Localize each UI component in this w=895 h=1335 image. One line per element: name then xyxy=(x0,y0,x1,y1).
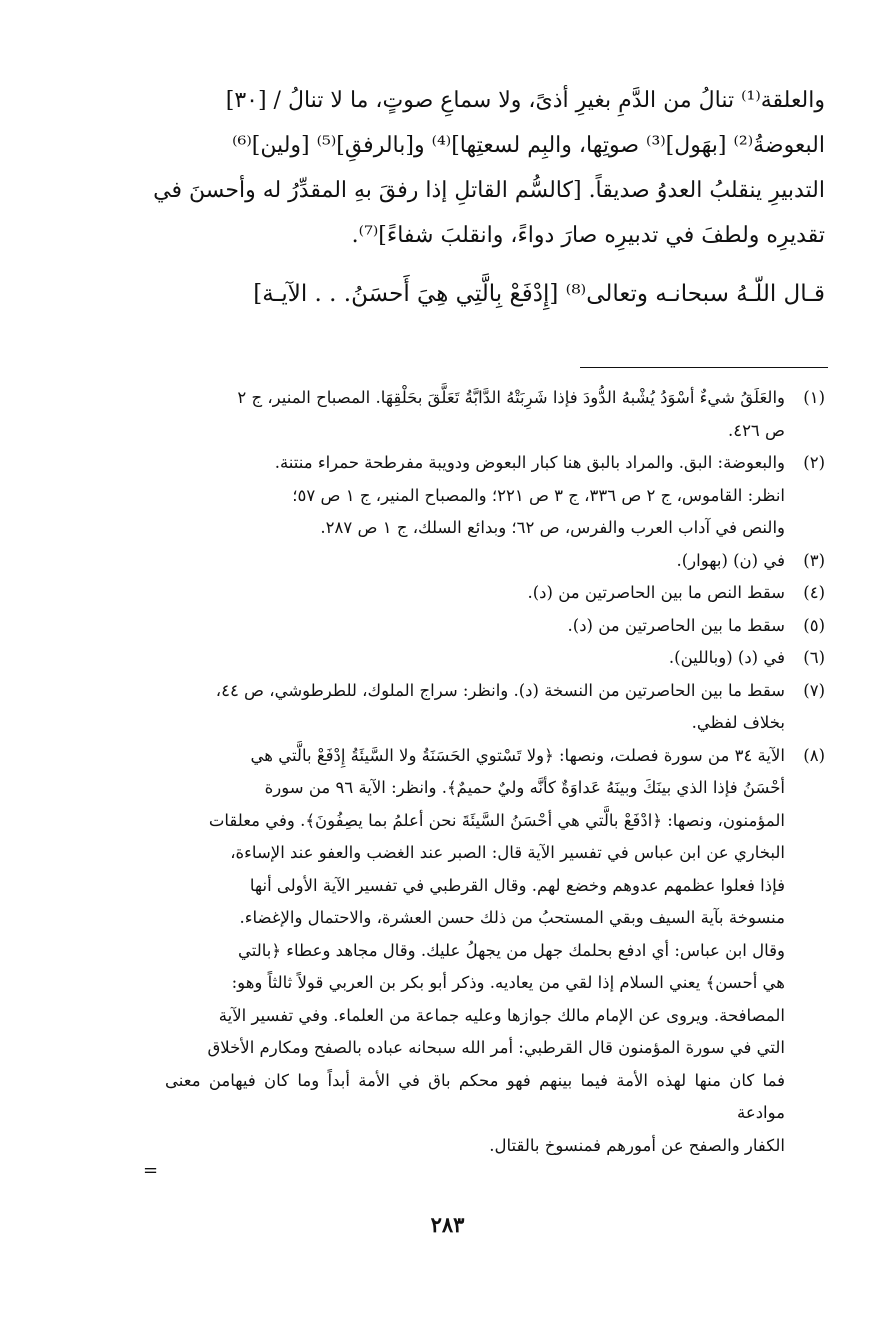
footnote-3 xyxy=(165,545,825,578)
footnote-1 xyxy=(165,382,825,447)
footnote-line: في (ن) (بهوار). xyxy=(676,550,785,570)
footnote-line: في (د) (وباللين). xyxy=(668,648,785,667)
footnote-line: والبعوضة: البق. والمراد بالبق هنا كبار البعوض ودويبة مفرطحة حمراء منتنة. xyxy=(274,453,785,472)
footnote-number: (٢) xyxy=(803,453,825,472)
footnote-number: (٥) xyxy=(803,615,825,635)
main-text xyxy=(105,78,825,317)
footnote-line: المؤمنون، ونصها: ﴿ادْفَعْ بالَّتي هي أحْسَنُ السَّيئَةَ نحن أعلمُ بما يصِفُونَ﴾. وفي معلقات xyxy=(208,810,785,830)
footnote-4 xyxy=(165,577,825,610)
footnote-line: المصافحة. ويروى عن الإمام مالك جوازها وعليه جماعة من العلماء. وفي تفسير الآية xyxy=(218,1005,785,1025)
footnote-8 xyxy=(165,740,825,1163)
footnotes xyxy=(165,382,825,1162)
footnote-number: (٣) xyxy=(803,550,825,570)
footnote-separator xyxy=(580,367,828,368)
main-line-1: والعلقة⁽¹⁾ تنالُ من الدَّمِ بغيرِ أذىً، ولا سماعِ صوتٍ، ما لا تنالُ / [٣٠] xyxy=(225,88,825,113)
footnote-line: فما كان منها لهذه الأمة فيما بينهم فهو محكم باق في الأمة أبداً وما كان فيهامن معنى موادعة xyxy=(165,1070,785,1122)
page-number: ٢٨٣ xyxy=(430,1212,465,1237)
footnote-line: سقط ما بين الحاصرتين من (د). xyxy=(567,615,785,635)
footnote-line: الكفار والصفح عن أمورهم فمنسوخ بالقتال. xyxy=(489,1135,785,1155)
footnote-number: (٧) xyxy=(803,680,825,700)
footnote-line: والنص في آداب العرب والفرس، ص ٦٢؛ وبدائع السلك، ج ١ ص ٢٨٧. xyxy=(320,518,785,537)
footnote-line: أحْسَنُ فإذا الذي بينَكَ وبينَهُ عَداوَةٌ كأنَّه وليٌ حميمٌ﴾. وانظر: الآية ٩٦ من سورة xyxy=(264,778,785,797)
footnote-number: (٦) xyxy=(803,648,825,667)
footnote-7 xyxy=(165,675,825,740)
footnote-line: بخلاف لفظي. xyxy=(691,713,785,732)
main-line-3: التدبيرِ ينقلبُ العدوُ صديقاً. [كالسُّم القاتلِ إذا رفقَ بهِ المقدِّرُ له وأحسنَ في xyxy=(153,178,825,203)
footnote-5 xyxy=(165,610,825,643)
main-line-2: البعوضةُ⁽²⁾ [بهَول]⁽³⁾ صوتِها، والبِم لسعتِها]⁽⁴⁾ و[بالرفقِ]⁽⁵⁾ [ولين]⁽⁶⁾ xyxy=(232,133,825,158)
footnote-line: فإذا فعلوا عظمهم عدوهم وخضع لهم. وقال القرطبي في تفسير الآية الأولى أنها xyxy=(249,875,785,895)
footnote-line: البخاري عن ابن عباس في تفسير الآية قال: الصبر عند الغضب والعفو عند الإساءة، xyxy=(230,843,785,862)
footnote-number: (٤) xyxy=(803,583,825,602)
footnote-line: سقط النص ما بين الحاصرتين من (د). xyxy=(527,583,785,602)
footnote-6 xyxy=(165,642,825,675)
footnote-line: التي في سورة المؤمنون قال القرطبي: أمر الله سبحانه عباده بالصفح ومكارم الأخلاق xyxy=(207,1038,785,1057)
footnote-2 xyxy=(165,447,825,545)
main-line-4: تقديرِه ولطفَ في تدبيرِه صارَ دواءً، وانقلبَ شفاءً]⁽⁷⁾. xyxy=(351,223,825,248)
continuation-mark: = xyxy=(143,1160,159,1181)
footnote-number: (١) xyxy=(803,388,825,407)
footnote-line: الآية ٣٤ من سورة فصلت، ونصها: ﴿ولا تَسْتوي الحَسَنَةُ ولا السَّيئَةُ إِدْفَعْ بالَّتي هي xyxy=(250,745,785,765)
footnote-line: وقال ابن عباس: أي ادفع بحلمك جهل من يجهلُ عليك. وقال مجاهد وعطاء ﴿بالتي xyxy=(237,940,785,960)
footnote-line: ص ٤٢٦. xyxy=(727,420,785,440)
footnote-number: (٨) xyxy=(803,745,825,765)
footnote-line: هي أحسن﴾ يعني السلام إذا لقي من يعاديه. وذكر أبو بكر بن العربي قولاً ثالثاً وهو: xyxy=(231,973,785,992)
quran-verse-line: قـال اللّـهُ سبحانـه وتعالى⁽⁸⁾ [إِدْفَعْ بِالَّتِي هِيَ أَحسَنُ. . . الآيـة] xyxy=(253,281,825,307)
footnote-line: سقط ما بين الحاصرتين من النسخة (د). وانظر: سراج الملوك، للطرطوشي، ص ٤٤، xyxy=(215,680,785,700)
footnote-line: انظر: القاموس، ج ٢ ص ٣٣٦، ج ٣ ص ٢٢١؛ والمصباح المنير، ج ١ ص ٥٧؛ xyxy=(292,485,785,505)
footnote-line: والعَلَقُ شيءٌ أسْوَدُ يُشْبهُ الدُّودَ فإذا شَرِبَتْهُ الدَّابَّةُ تَعَلَّقَ بحَلْقِهَا. المصباح المنير، ج ٢ xyxy=(237,388,785,407)
footnote-line: منسوخة بآية السيف وبقي المستحبُ من ذلك حسن العشرة، والاحتمال والإغضاء. xyxy=(239,908,785,927)
